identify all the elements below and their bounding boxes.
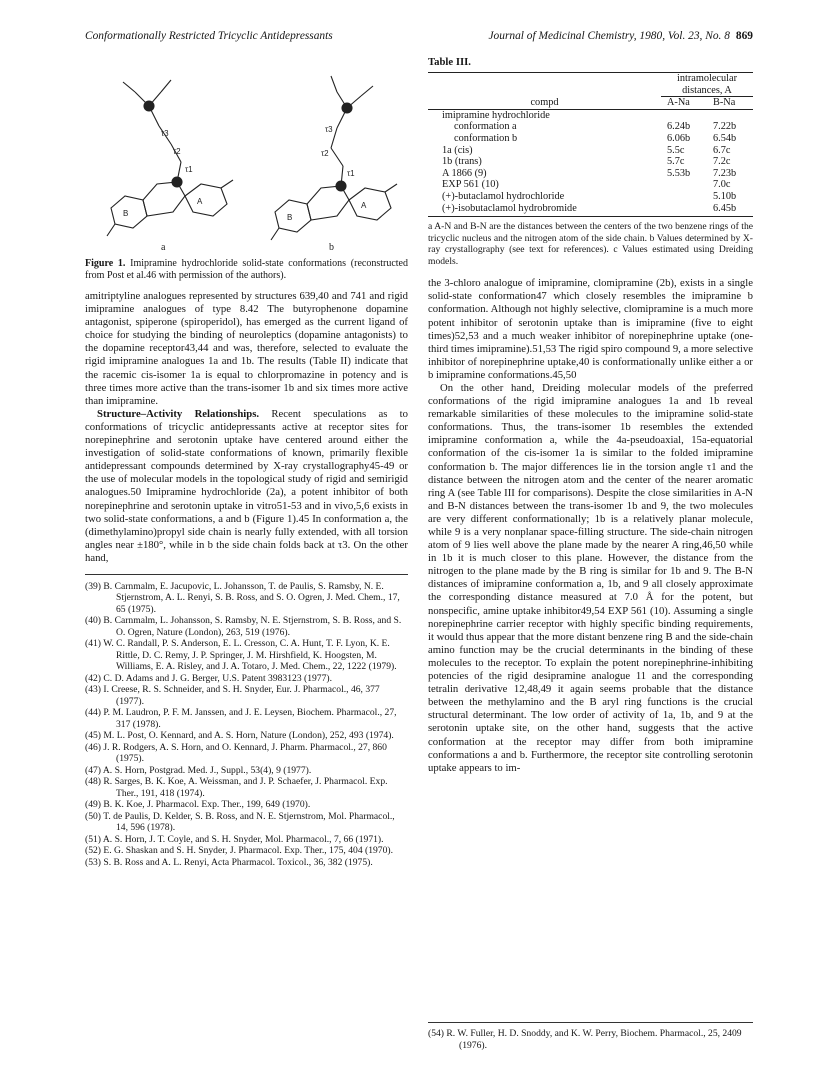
sar-heading: Structure–Activity Relationships. — [97, 407, 260, 420]
table-row — [428, 145, 753, 157]
table-cell-compd: A 1866 (9) — [442, 167, 487, 179]
tau1-label-a: τ1 — [185, 165, 193, 174]
table-cell-compd: (+)-isobutaclamol hydrobromide — [428, 203, 661, 217]
table-row — [428, 168, 753, 180]
table-row — [428, 179, 753, 191]
table-cell-compd: imipramine hydrochloride — [442, 109, 550, 121]
table-header-bn: B-Na — [707, 97, 753, 110]
table-cell-compd: conformation a — [454, 121, 517, 133]
reference-40: (40) B. Carnmalm, L. Johansson, S. Ramsby, N. E. Stjernstrom, S. B. Ross, and S. O. Ogren, Nature (London), 263, 519 (1976). — [85, 615, 402, 638]
page-number: 869 — [735, 30, 753, 42]
left-column — [85, 56, 408, 868]
table-row — [428, 191, 753, 203]
ring-a-label-a: A — [197, 197, 203, 206]
table-cell-bn: 7.0c — [713, 179, 731, 191]
right-paragraph-2: On the other hand, Dreiding molecular models of the preferred conformations of the rigid imipramine analogues 1a and 1b reveal remarkable similarities of these molecules to the imipramine solid-state conformations. Thus, the trans-isomer 1b resembles the extended imipramine conformation a, while the 4a-pseudoaxial, 15a-equatorial conformation of the cis-isomer 1a is similar to the folded imipramine conformation b. The major differences lie in the torsion angle τ1 and the distance between the nitrogen atom and the center of the nearer aromatic ring A (see Table III for comparisons). Despite the close similarities in A-N and B-N distances between the trans-isomer 1b and 9, the two molecules are very different conformationally; 1b is a relatively planar molecule, while 9 is a very nonplanar space-filling structure. The side-chain nitrogen atom of 9 lies well above the plane made by the nearer A ring,46,50 while in 1b it is much closer to this plane. However, the distance from the nitrogen to the plane made by the B ring is similar for 1b and 9. The B-N distances of imipramine conformation a, 1b, and 9 all closely approximate the corresponding distance measured at 7.0 Å for the potent, but nonspecific, amine uptake inhibitor49,54 EXP 561 (10). Assuming a single norepinephrine carrier receptor with highly specific binding requirements, it would thus appear that the more distant benzene ring B and the side-chain amino function may be the crucial determinants in the binding of these molecules to the receptor. To explain the potent norepinephrine-inhibiting potencies of the rigid desipramine analogue 11 and the corresponding tetralin derivative 12,48,49 it again seems probable that the distance between the methylamino and the B aryl ring functions is the crucial structural determinant. The low order of activity of 1a, 1b, and 9 at the serotonin uptake site, on the other hand, suggests that the active conformation at the receptor may differ from both imipramine conformations a and b. Furthermore, the receptor site controlling serotonin uptake appears to im- — [428, 381, 753, 774]
table-cell-compd: EXP 561 (10) — [442, 179, 499, 191]
figure-1 — [85, 56, 408, 256]
reference-51: (51) A. S. Horn, J. T. Coyle, and S. H. Snyder, Mol. Pharmacol., 7, 66 (1971). — [85, 833, 384, 845]
running-title: Conformationally Restricted Tricyclic Antidepressants — [85, 30, 333, 42]
ring-b-label-a: B — [123, 209, 129, 218]
table-cell-an: 5.5c — [667, 144, 685, 156]
table-cell-bn — [707, 109, 753, 121]
molecular-structures-drawing — [85, 56, 408, 254]
table-cell-bn: 6.54b — [713, 133, 737, 145]
reference-42: (42) C. D. Adams and J. G. Berger, U.S. Patent 3983123 (1977). — [85, 672, 332, 684]
sar-paragraph — [85, 408, 408, 565]
figure-caption — [85, 258, 408, 282]
sar-text: Recent speculations as to conformations of tricyclic antidepressants active at receptor sites for norepinephrine and serotonin uptake have centered around either the investigation of solid-state conformations of known, primarily flexible antidepressant compounds determined by X-ray crystallography45-49 or the use of molecular models in the topological study of rigid and semirigid analogues.50 Imipramine hydrochloride (2a), a potent inhibitor of both norepinephrine and serotonin uptake in vitro51-53 and in vivo,5,6 exists in two solid-state conformations, a and b (Figure 1).45 In conformation a, the (dimethylamino)propyl side chain is nearly fully extended, with all torsion angles near ±180°, while in b the side chain folds back at τ3. On the other hand, — [85, 407, 408, 564]
table-cell-an — [661, 179, 707, 191]
left-paragraph-1: amitriptyline analogues represented by structures 639,40 and 741 and rigid imipramine analogues of type 8.42 The butyrophenone dopamine antagonist, spiperone (spiroperidol), has emerged as the current ligand of choice for studying the binding of neuroleptics (dopamine antagonists) to the dopamine receptor43,44 and was, therefore, selected to evaluate the rigid imipramine analogues 1a and 1b. The results (Table II) indicate that the racemic cis-isomer 1a is equal to chlorpromazine in potency and is three times more active than the trans-isomer 1b and six times more active than imipramine. — [85, 290, 408, 407]
reference-45: (45) M. L. Post, O. Kennard, and A. S. Horn, Nature (London), 252, 493 (1974). — [85, 730, 394, 742]
reference-52: (52) E. G. Shaskan and S. H. Snyder, J. Pharmacol. Exp. Ther., 175, 404 (1970). — [85, 845, 393, 857]
table-row — [428, 133, 753, 145]
table-row — [428, 203, 753, 217]
reference-54: (54) R. W. Fuller, H. D. Snoddy, and K. W. Perry, Biochem. Pharmacol., 25, 2409 (1976). — [428, 1028, 742, 1051]
table-3-title: Table III. — [428, 56, 471, 68]
reference-47: (47) A. S. Horn, Postgrad. Med. J., Suppl., 53(4), 9 (1977). — [85, 764, 312, 776]
running-header — [85, 30, 753, 46]
table-cell-an: 6.06b — [667, 133, 691, 145]
reference-53: (53) S. B. Ross and A. L. Renyi, Acta Pharmacol. Toxicol., 36, 382 (1975). — [85, 856, 373, 868]
table-cell-compd: conformation b — [454, 133, 518, 145]
table-row — [428, 121, 753, 133]
table-cell-compd: (+)-butaclamol hydrochloride — [442, 191, 565, 203]
right-paragraph-1: the 3-chloro analogue of imipramine, clomipramine (2b), exists in a single solid-state conformation47 which closely resembles the imipramine b conformation. Although not highly selective, clomipramine is a much more potent inhibitor of serotonin uptake than is imipramine (five to eight times)52,53 and a much weaker inhibitor of norepinephrine uptake (one-third times imipramine).51,53 The rigid spiro compound 9, a more selective inhibitor of norepinephrine uptake,40 is conformationally unlike either a or b imipramine conformations.45,50 — [428, 277, 753, 381]
table-cell-bn: 6.45b — [707, 203, 753, 217]
table-cell-compd: 1b (trans) — [442, 156, 482, 168]
table-cell-bn: 6.7c — [713, 144, 731, 156]
reference-41: (41) W. C. Randall, P. S. Anderson, E. L. Cresson, C. A. Hunt, T. F. Lyon, K. E. Rittle, D. C. Remy, J. P. Springer, J. M. Hirshfield, K. Hoogsten, M. Williams, E. A. Risley, and J. A. Totaro, J. Med. Chem., 22, 1222 (1979). — [85, 638, 397, 673]
figure-label-b: b — [329, 242, 334, 253]
ring-a-label-b: A — [361, 201, 367, 210]
table-header-an: A-Na — [661, 97, 707, 110]
table-cell-bn: 7.23b — [713, 167, 737, 179]
figure-label-a: a — [161, 242, 166, 253]
reference-39: (39) B. Carnmalm, E. Jacupovic, L. Johansson, T. de Paulis, S. Ramsby, N. E. Stjernstrom, A. L. Renyi, S. B. Ross, and S. O. Ogren, J. Med. Chem., 17, 65 (1975). — [85, 580, 400, 615]
journal-name: Journal of Medicinal Chemistry, 1980, Vol. 23, No. 8 — [488, 30, 730, 42]
table-3 — [428, 72, 753, 217]
table-cell-an: 6.24b — [667, 121, 691, 133]
tau3-label-a: τ3 — [161, 129, 169, 138]
table-cell-an — [661, 191, 707, 203]
tau3-label-b: τ3 — [325, 125, 333, 134]
ring-b-label-b: B — [287, 213, 293, 222]
tau2-label-b: τ2 — [321, 149, 329, 158]
table-3-footnote: a A-N and B-N are the distances between the centers of the two benzene rings of the tricyclic nucleus and the nitrogen atom of the side chain. b Values determined by X-ray crystallography (see text for references). c Values estimated using Dreiding models. — [428, 221, 753, 267]
reference-49: (49) B. K. Koe, J. Pharmacol. Exp. Ther., 199, 649 (1970). — [85, 799, 311, 811]
table-group-header: intramolecular distances, A — [661, 73, 753, 97]
table-cell-bn: 7.22b — [713, 121, 737, 133]
table-cell-bn: 7.2c — [713, 156, 731, 168]
table-header-compd: compd — [428, 97, 661, 110]
right-column — [428, 56, 753, 775]
table-cell-an: 5.7c — [667, 156, 685, 168]
reference-50: (50) T. de Paulis, D. Kelder, S. B. Ross, and N. E. Stjernstrom, Mol. Pharmacol., 14, 596 (1978). — [85, 810, 395, 834]
tau1-label-b: τ1 — [347, 169, 355, 178]
table-3-body — [428, 109, 753, 216]
figure-caption-text: Imipramine hydrochloride solid-state conformations (reconstructed from Post et al.46 with permission of the authors). — [85, 258, 408, 281]
table-cell-an: 5.53b — [667, 167, 691, 179]
table-cell-an — [661, 109, 707, 121]
tau2-label-a: τ2 — [173, 147, 181, 156]
right-references — [428, 1022, 753, 1051]
figure-caption-label: Figure 1. — [85, 258, 126, 269]
table-cell-bn: 5.10b — [713, 191, 737, 203]
left-references — [85, 574, 408, 869]
table-cell-an — [661, 203, 707, 217]
reference-48: (48) R. Sarges, B. K. Koe, A. Weissman, and J. P. Schaefer, J. Pharmacol. Exp. Ther., 191, 418 (1974). — [85, 776, 388, 799]
table-row — [428, 156, 753, 168]
reference-43: (43) I. Creese, R. S. Schneider, and S. H. Snyder, Eur. J. Pharmacol., 46, 377 (1977). — [85, 684, 380, 707]
journal-citation — [489, 30, 754, 42]
reference-46: (46) J. R. Rodgers, A. S. Horn, and O. Kennard, J. Pharm. Pharmacol., 27, 860 (1975). — [85, 741, 387, 765]
reference-44: (44) P. M. Laudron, P. F. M. Janssen, and J. E. Leysen, Biochem. Pharmacol., 27, 317 (1978). — [85, 707, 397, 730]
table-cell-compd: 1a (cis) — [442, 144, 473, 156]
table-row — [428, 109, 753, 121]
